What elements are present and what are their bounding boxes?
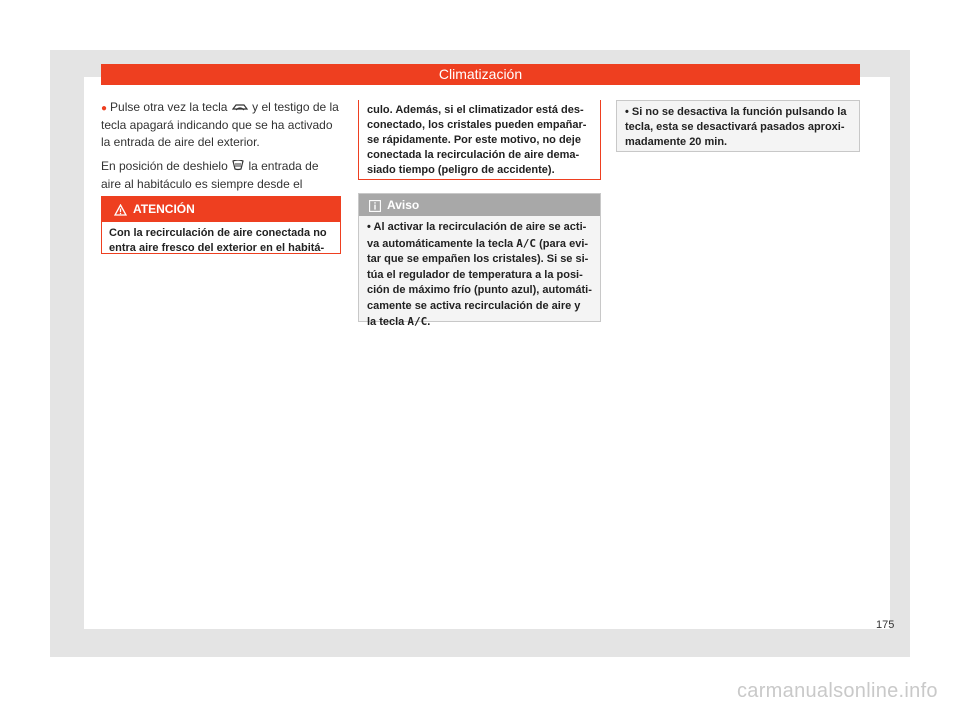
defrost-icon [232, 159, 244, 176]
watermark: carmanualsonline.info [737, 680, 938, 702]
paragraph-text: Pulse otra vez la tecla [110, 100, 228, 114]
note-text: Al activar la recirculación de aire se acti-va automáticamente la tecla [367, 221, 587, 250]
section-header [101, 64, 860, 85]
note-text: (para evi-tar que se empañen los cristales). Si se si-túa el regulador de temperatura a la posi-ción de máximo frío (punto azul), automáti-camente se activa recirculación de aire y la tecla [367, 237, 592, 328]
note-body [359, 216, 600, 335]
ac-key-label: A/C [516, 236, 537, 250]
ac-key-label: A/C [407, 315, 428, 328]
recirculation-icon [232, 100, 248, 117]
note-title: Aviso [387, 198, 420, 212]
bullet-icon: ● [101, 103, 108, 114]
warning-body: Con la recirculación de aire conectada no entra aire fresco del exterior en el habitá- [109, 227, 327, 254]
warning-box [101, 196, 341, 254]
warning-title: ATENCIÓN [133, 202, 195, 216]
bullet-icon: • [367, 221, 371, 233]
continuation-box [616, 100, 860, 152]
paragraph-text: En posición de deshielo [101, 159, 228, 173]
page-number: 175 [876, 619, 895, 631]
info-icon [369, 200, 381, 212]
note-text: . [427, 316, 431, 328]
note-box [358, 193, 601, 328]
paragraph-text: la entrada de aire al habitáculo es siempre desde el [101, 159, 319, 191]
warning-continuation: culo. Además, si el climatizador está des-conectado, los cristales pueden empañar-se rápidamente. Por este motivo, no deje conectada la recirculación de aire dema-siado tiempo (peligro de accidente). [358, 100, 601, 180]
warning-triangle-icon [114, 204, 127, 216]
section-title: Climatización [438, 66, 523, 82]
note-header [359, 194, 600, 216]
continuation-text: Si no se desactiva la función pulsando la tecla, esta se desactivará pasados aproxi-madamente 20 min. [625, 106, 847, 148]
paragraph-text: y el testigo de la tecla apagará indicando que se ha activado la entrada de aire del exterior. [101, 100, 339, 149]
paragraph-recirculation [101, 99, 341, 151]
bullet-icon: • [625, 106, 629, 118]
warning-header [102, 197, 340, 222]
